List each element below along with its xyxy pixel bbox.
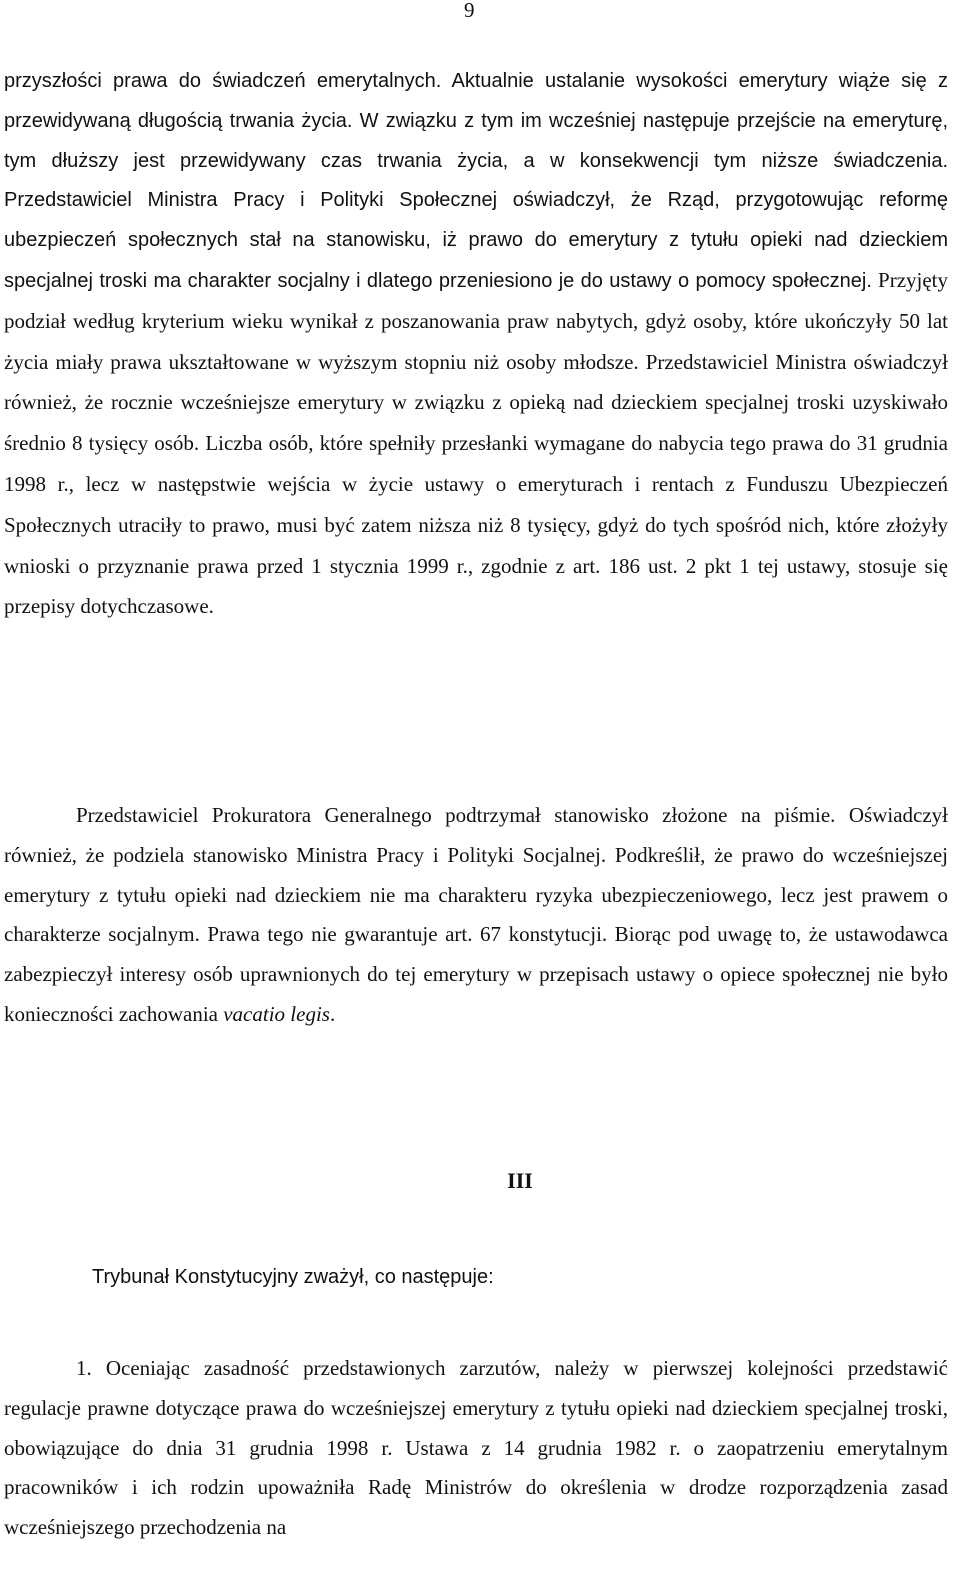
page-number: 9 [464, 0, 475, 22]
paragraph-1 [4, 62, 948, 628]
section-heading: Trybunał Konstytucyjny zważył, co następuje: [92, 1266, 494, 1288]
paragraph-1-serif-part: Przyjęty podział według kryterium wieku wynikał z poszanowania praw nabytych, gdyż osoby, które ukończyły 50 lat życia miały prawa ukształtowane w wyższym stopniu niż osoby młodsze. Przedstawiciel Ministra oświadczył również, że rocznie wcześniejsze emerytury w związku z opieką nad dzieckiem specjalnej troski uzyskiwało średnio 8 tysięcy osób. Liczba osób, które spełniły przesłanki wymagane do nabycia tego prawa do 31 grudnia 1998 r., lecz w następstwie wejścia w życie ustawy o emeryturach i rentach z Funduszu Ubezpieczeń Społecznych utraciły to prawo, musi być zatem niższa niż 8 tysięcy, gdyż do tych spośród nich, które złożyły wnioski o przyznanie prawa przed 1 stycznia 1999 r., zgodnie z art. 186 ust. 2 pkt 1 tej ustawy, stosuje się przepisy dotychczasowe. [4, 267, 949, 619]
paragraph-3 [4, 1349, 948, 1548]
paragraph-2-text: Przedstawiciel Prokuratora Generalnego podtrzymał stanowisko złożone na piśmie. Oświadczył również, że podziela stanowisko Ministra Pracy i Polityki Socjalnej. Podkreślił, że prawo do wcześniejszej emerytury z tytułu opieki nad dzieckiem nie ma charakteru ryzyka ubezpieczeniowego, lecz jest prawem o charakterze socjalnym. Prawa tego nie gwarantuje art. 67 konstytucji. Biorąc pod uwagę to, że ustawodawca zabezpieczył interesy osób uprawnionych do tej emerytury w przepisach ustawy o opiece społecznej nie było konieczności zachowania [4, 803, 948, 1026]
paragraph-3-text: 1. Oceniając zasadność przedstawionych zarzutów, należy w pierwszej kolejności przedstawić regulacje prawne dotyczące prawa do wcześniejszej emerytury z tytułu opieki nad dzieckiem specjalnej troski, obowiązujące do dnia 31 grudnia 1998 r. Ustawa z 14 grudnia 1982 r. o zaopatrzeniu emerytalnym pracowników i ich rodzin upoważniła Radę Ministrów do określenia w drodze rozporządzenia zasad wcześniejszego przechodzenia na [4, 1356, 948, 1540]
section-number: III [507, 1168, 533, 1193]
paragraph-2 [4, 796, 948, 1035]
paragraph-1-sans-part: przyszłości prawa do świadczeń emerytalnych. Aktualnie ustalanie wysokości emerytury wiąże się z przewidywaną długością trwania życia. W związku z tym im wcześniej następuje przejście na emeryturę, tym dłuższy jest przewidywany czas trwania życia, a w konsekwencji tym niższe świadczenia. Przedstawiciel Ministra Pracy i Polityki Społecznej oświadczył, że Rząd, przygotowując reformę ubezpieczeń społecznych stał na stanowisku, iż prawo do emerytury z tytułu opieki nad dzieckiem specjalnej troski ma charakter socjalny i dlatego przeniesiono je do ustawy o pomocy społecznej. [4, 70, 948, 292]
paragraph-2-italic: vacatio legis [223, 1001, 330, 1026]
paragraph-2-end: . [329, 1001, 336, 1026]
